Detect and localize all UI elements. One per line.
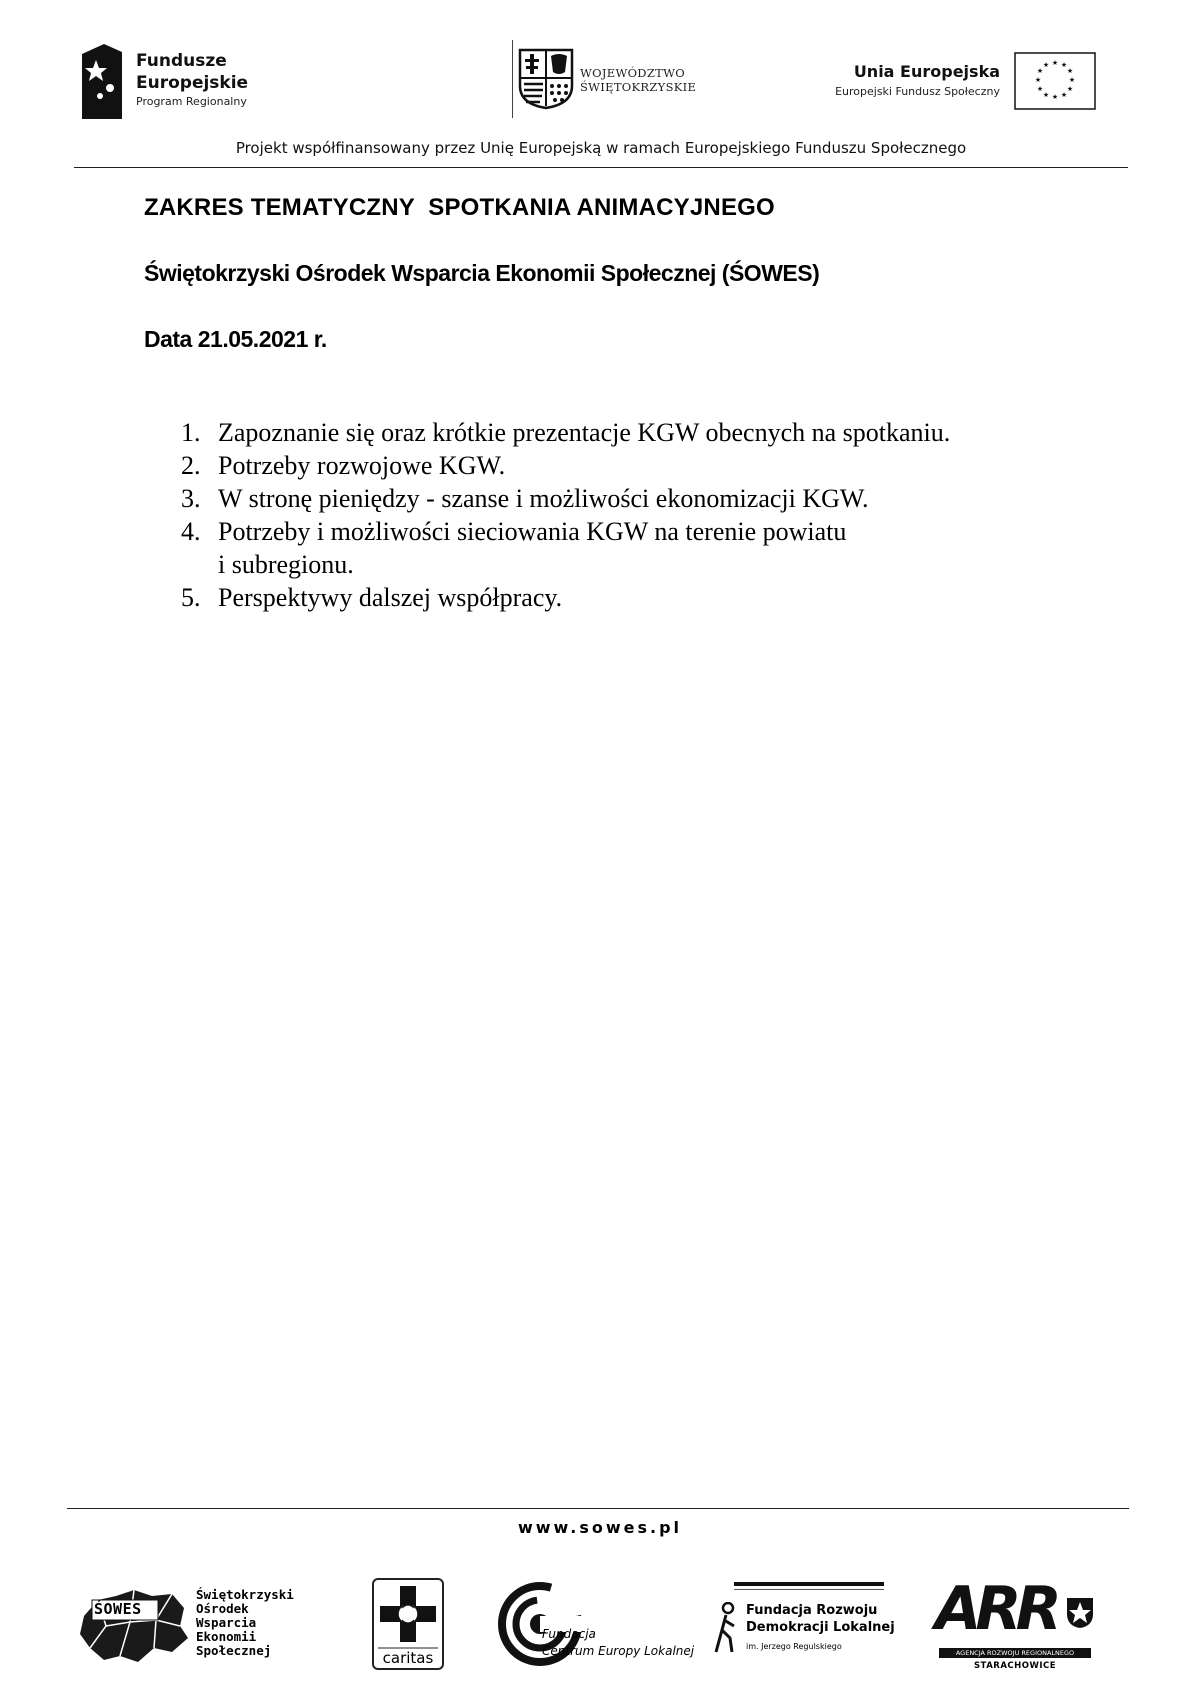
fcel-logo-line2: Centrum Europy Lokalnej [542,1644,695,1658]
sowes-logo-line3: Wsparcia [196,1615,257,1630]
woj-divider [512,40,513,118]
fundusze-europejskie-emblem-icon [82,44,122,119]
caritas-label: caritas [382,1649,434,1667]
fe-logo-line1: Fundusze [136,51,227,71]
sowes-badge: ŚOWES [94,1600,142,1618]
agenda-item-text: Perspektywy dalszej współpracy. [218,583,563,612]
frdl-logo-line1: Fundacja Rozwoju [746,1603,878,1618]
arr-logo [935,1574,1100,1675]
agenda-item [181,515,1081,581]
svg-text:★: ★ [1036,85,1044,93]
agenda-item [181,449,1081,482]
agenda-item-text: W stronę pieniędzy - szanse i możliwości ekonomizacji KGW. [218,484,869,513]
svg-text:★: ★ [1060,61,1068,69]
frdl-top-bar [734,1582,884,1586]
woj-logo-line2: ŚWIĘTOKRZYSKIE [580,80,697,94]
agenda-item-text: Potrzeby rozwojowe KGW. [218,451,506,480]
wojewodztwo-logo [512,40,712,120]
sowes-logo-line2: Ośrodek [196,1601,249,1616]
svg-text:★: ★ [1042,91,1050,99]
arr-shield-icon [1065,1596,1095,1630]
organization-name: Świętokrzyski Ośrodek Wsparcia Ekonomii Społecznej (ŚOWES) [144,260,820,286]
svg-text:★: ★ [1042,61,1050,69]
arr-logo-line2: STARACHOWICE [973,1661,1057,1671]
frdl-logo-line3: im. Jerzego Regulskiego [746,1642,842,1651]
cofinance-note: Projekt współfinansowany przez Unię Europejską w ramach Europejskiego Funduszu Społecznego [235,139,967,157]
website-url: www.sowes.pl [517,1518,683,1537]
header [0,0,1200,170]
caritas-logo [372,1578,444,1670]
walking-figure-icon [712,1602,740,1654]
woj-logo-line1: WOJEWÓDZTWO [580,66,685,80]
svg-text:★: ★ [1051,59,1059,67]
sowes-logo [76,1578,316,1673]
ue-logo-title: Unia Europejska [853,62,1000,81]
document-title: ZAKRES TEMATYCZNY SPOTKANIA ANIMACYJNEGO [144,194,775,221]
arr-mark: ARR [935,1574,1056,1644]
sowes-map-icon [76,1586,191,1666]
agenda-item [181,482,1081,515]
svg-text:★: ★ [1051,93,1059,101]
footer-divider [67,1508,1129,1509]
agenda-item-number: 5. [181,583,201,612]
frdl-logo [712,1582,902,1670]
frdl-logo-line2: Demokracji Lokalnej [746,1620,895,1635]
unia-europejska-logo [800,52,1100,112]
ue-logo-subtitle: Europejski Fundusz Społeczny [835,85,1000,98]
meeting-date: Data 21.05.2021 r. [144,326,327,352]
svg-text:★: ★ [1060,91,1068,99]
frdl-top-bar-thin [734,1589,884,1590]
agenda-list [181,416,1081,614]
coat-of-arms-icon [518,48,574,110]
svg-text:★: ★ [1066,67,1074,75]
fe-logo-line3: Program Regionalny [136,95,247,108]
agenda-item-number: 1. [181,418,201,447]
svg-text:★: ★ [1068,76,1076,84]
eu-flag-icon [1014,52,1096,110]
agenda-item-text: Zapoznanie się oraz krótkie prezentacje KGW obecnych na spotkaniu. [218,418,951,447]
header-divider [74,167,1128,168]
sowes-logo-line5: Społecznej [196,1643,272,1658]
fcel-logo [498,1580,695,1672]
sowes-logo-line1: Świętokrzyski [196,1587,294,1602]
agenda-item-text-continued: i subregionu. [218,550,354,579]
svg-text:★: ★ [1066,85,1074,93]
agenda-item [181,581,1081,614]
arr-logo-line1: AGENCJA ROZWOJU REGIONALNEGO [955,1649,1075,1657]
fundusze-europejskie-logo [82,44,282,119]
sowes-logo-line4: Ekonomii [196,1629,257,1644]
agenda-item-number: 4. [181,517,201,546]
agenda-item-number: 3. [181,484,201,513]
svg-text:★: ★ [1034,76,1042,84]
agenda-item-text: Potrzeby i możliwości sieciowania KGW na terenie powiatu [218,517,847,546]
svg-text:★: ★ [1036,67,1044,75]
agenda-item-number: 2. [181,451,201,480]
partner-logos [0,1570,1200,1680]
fe-logo-line2: Europejskie [136,73,249,93]
fcel-logo-line1: Fundacja [542,1627,596,1641]
agenda-item [181,416,1081,449]
